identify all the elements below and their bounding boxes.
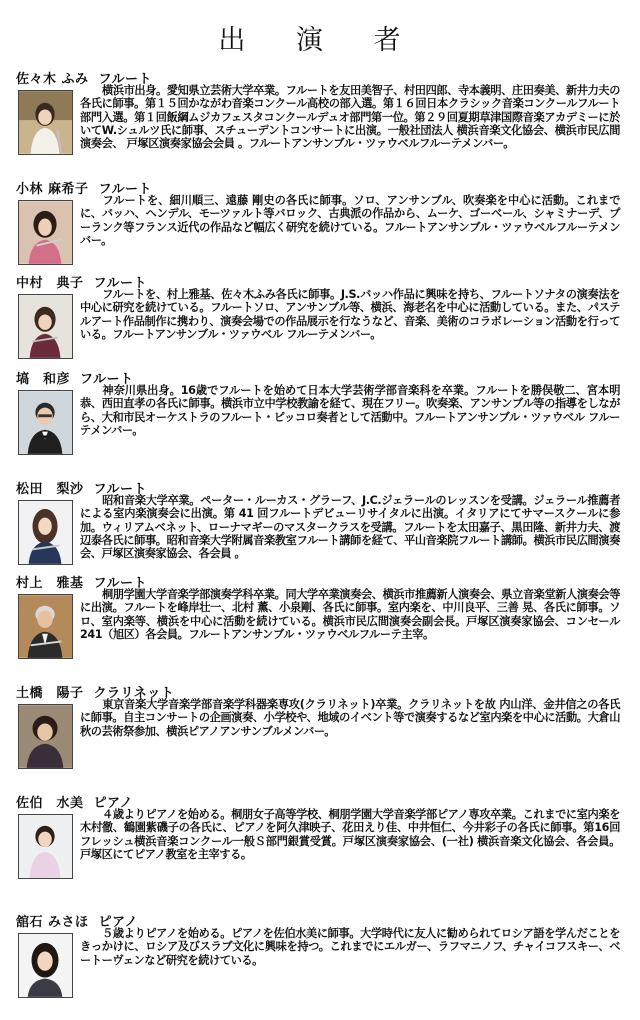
- performer-bio: 東京音楽大学音楽学部音楽学科器楽専攻(クラリネット)卒業。クラリネットを故 内山洋、金井信之の各氏に師事。自主コンサートの企画演奏、小学校や、地域のイベント等で演奏するなど室内楽を中心に活動。大倉山秋の芸術祭参加、横浜ピアノアンサンブルメンバー。: [80, 698, 620, 738]
- performer-bio: フルートを、細川順三、遠藤 剛史の各氏に師事。ソロ、アンサンブル、吹奏楽を中心に活動。これまでに、バッハ、ヘンデル、モーツァルト等バロック、古典派の作品から、ムーケ、ゴーベール、シャミナーデ、プーランク等フランス近代の作品など幅広く研究を続けている。フルートアンサンブル・ツァウベルフルーテメンバー。: [80, 194, 620, 247]
- performer-instrument: フルート: [98, 182, 153, 197]
- performer-instrument: フルート: [93, 276, 147, 291]
- performer-instrument: ピアノ: [98, 915, 138, 930]
- performer-instrument: クラリネット: [93, 686, 175, 701]
- performer-bio: フルートを、村上雅基、佐々木ふみ各氏に師事。J.S.バッハ作品に興味を持ち、フルートソナタの演奏法を中心に研究を続けている。フルートソロ、アンサンブル等、横浜、海老名を中心に活動している。また、パステルアート作品制作に携わり、演奏会場での作品展示を行なうなど、音楽、美術のコラボレーション活動を行っている。フルートアンサンブル・ツァウベル フルーテメンバー。: [80, 288, 620, 341]
- performer-bio: 昭和音楽大学卒業。ペーター・ルーカス・グラーフ、J.C.ジェラールのレッスンを受講。ジェラール推薦者による室内楽演奏会に出演。第 41 回フルートデビューリサイタルに出演。イタリアにてサマースクールに参加。ウィリアムベネット、ローナマギーのマスタークラスを受講。フルートを太田嘉子、黒田隆、新井力夫、渡辺泰各氏に師事。昭和音楽大学附属音楽教室フルート講師を経て、平山音楽院フルート講師。横浜市民広間演奏会、戸塚区演奏家協会、各会員 。: [80, 494, 620, 561]
- performer-photo: [18, 500, 73, 565]
- performer-name: 中村 典子: [16, 276, 84, 291]
- performer-name: 村上 雅基: [16, 576, 84, 591]
- performer-instrument: フルート: [93, 482, 147, 497]
- performer-photo: [18, 814, 73, 879]
- performer-photo: [18, 200, 73, 265]
- performer-name: 松田 梨沙: [16, 482, 84, 497]
- performer-bio: 神奈川県出身。16歳でフルートを始めて日本大学芸術学部音楽科を卒業。フルートを勝俣敬二、宮本明恭、西田直孝の各氏に師事。横浜市立中学校教諭を経て、現在フリー。吹奏楽、アンサンブル等の指導をしながら、大和市民オーケストラのフルート・ピッコロ奏者として活動中。フルートアンサンブル・ツァウベル フルーテメンバー。: [80, 384, 620, 437]
- performer-photo: [18, 90, 73, 155]
- performer-bio: ５歳よりピアノを始める。ピアノを佐伯水美に師事。大学時代に友人に勧められてロシア語を学んだことをきっかけに、ロシア及びスラブ文化に興味を持つ。これまでにエルガー、ラフマニノフ、チャイコフスキー、ベートーヴェンなど研究を続けている。: [80, 927, 620, 967]
- performer-name: 佐々木 ふみ: [16, 72, 89, 87]
- performer-photo: [18, 294, 73, 359]
- performer-instrument: フルート: [80, 372, 134, 387]
- performer-photo: [18, 933, 73, 998]
- performer-instrument: フルート: [93, 576, 147, 591]
- performer-name: 小林 麻希子: [16, 182, 89, 197]
- performer-name: 土橋 陽子: [16, 686, 84, 701]
- performer-bio: 横浜市出身。愛知県立芸術大学卒業。フルートを友田美智子、村田四郎、寺本義明、庄田奏美、新井力夫の各氏に師事。第１５回かながわ音楽コンクール高校の部入選。第１６回日本クラシック音楽コンクールフルート部門入選。第１回飯綱ムジカフェスタコンクールデュオ部門第一位。第２９回夏期草津国際音楽アカデミーに於いてW.シュルツ氏に師事、スチューデントコンサートに出演。一般社団法人 横浜音楽文化協会、横浜市民広間演奏会、 戸塚区演奏家協会会員 。フルートアンサンブル・ツァウベルフルーテメンバー。: [80, 84, 620, 151]
- performer-bio: 桐朋学園大学音楽学部演奏学科卒業。同大学卒業演奏会、横浜市推薦新人演奏会、県立音楽堂新人演奏会等に出演。フルートを峰岸壮一、北村 薫、小泉剛、各氏に師事。室内楽を、中川良平、三善 晃、各氏に師事。ソロ、室内楽等、横浜を中心に活動を続けている。横浜市民広間演奏会副会長。戸塚区演奏家協会、コンセール241（旭区）各会員。フルートアンサンブル・ツァウベルフルーテ主宰。: [80, 588, 620, 641]
- page-title: 出 演 者: [218, 25, 422, 56]
- performer-instrument: フルート: [98, 72, 153, 87]
- performer-photo: [18, 704, 73, 769]
- performer-instrument: ピアノ: [93, 796, 133, 811]
- performer-name: 塙 和彦: [16, 372, 71, 387]
- performer-photo: [18, 390, 73, 455]
- performer-photo: [18, 594, 73, 659]
- performer-bio: ４歳よりピアノを始める。桐朋女子高等学校、桐朋学園大学音楽学部ピアノ専攻卒業。これまでに室内楽を木村徹、鶴園紫磯子の各氏に、ピアノを阿久津映子、花田えり佳、中井恒仁、今井彩子の各氏に師事。第16回フレッシュ横浜音楽コンクール一般Ｓ部門銀賞受賞。戸塚区演奏家協会、(一社) 横浜音楽文化協会、各会員。戸塚区にてピアノ教室を主宰する。: [80, 808, 620, 861]
- performer-name: 佐伯 水美: [16, 796, 84, 811]
- performer-name: 舘石 みさほ: [16, 915, 89, 930]
